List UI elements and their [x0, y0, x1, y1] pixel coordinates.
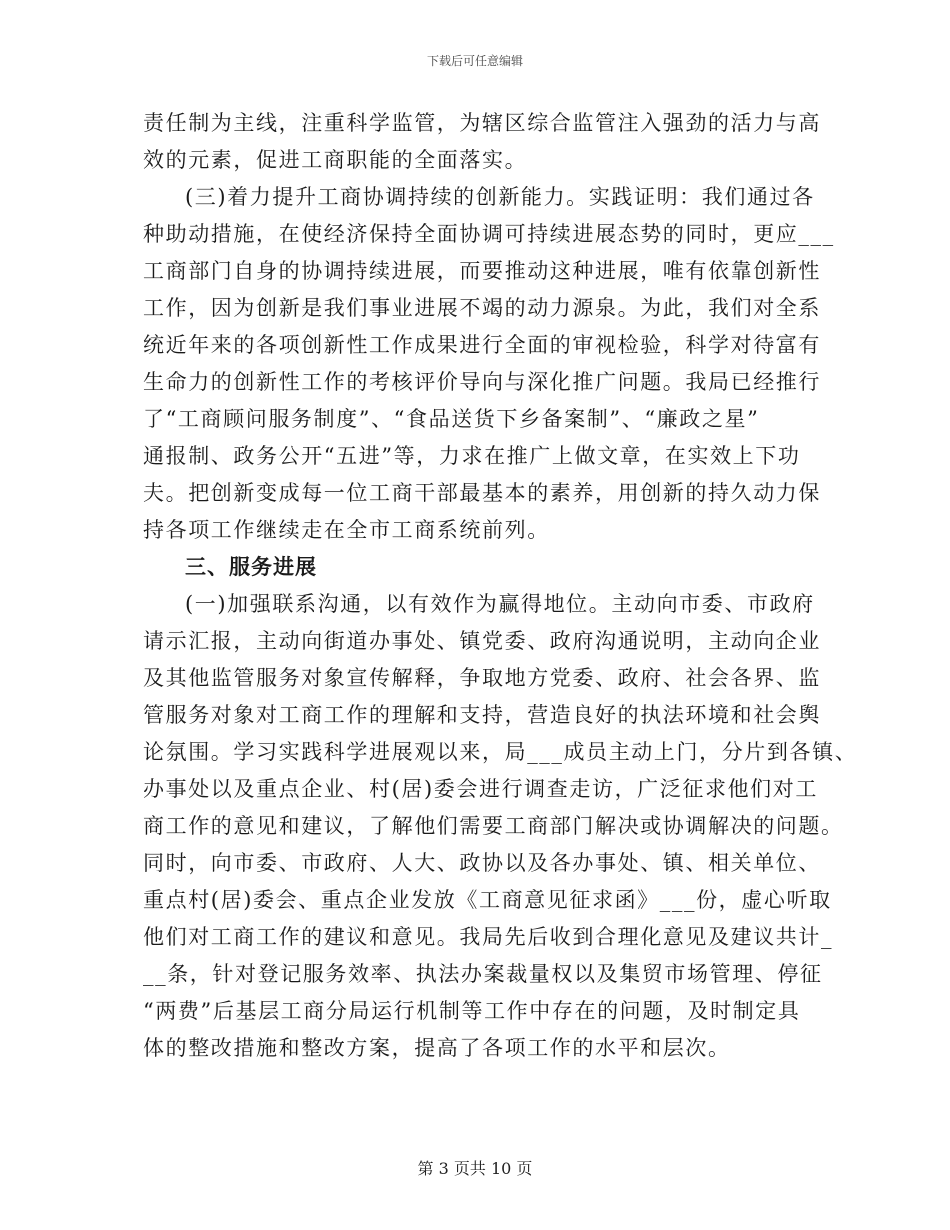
paragraph-start-line: (三)着力提升工商协调持续的创新能力。实践证明：我们通过各 [185, 185, 815, 209]
text-line: “两费”后基层工商分局运行机制等工作中存在的问题，及时制定具 [143, 999, 801, 1023]
text-line: 办事处以及重点企业、村(居)委会进行调查走访，广泛征求他们对工 [143, 777, 818, 801]
text-line: 他们对工商工作的建议和意见。我局先后收到合理化意见及建议共计_ [143, 925, 834, 949]
text-line: 体的整改措施和整改方案，提高了各项工作的水平和层次。 [143, 1036, 731, 1060]
text-line: 通报制、政务公开“五进”等，力求在推广上做文章，在实效上下功 [143, 444, 801, 468]
document-body [143, 105, 858, 1067]
text-line: 管服务对象对工商工作的理解和支持，营造良好的执法环境和社会舆 [143, 703, 821, 727]
text-line: 重点村(居)委会、重点企业发放《工商意见征求函》___份，虚心听取 [143, 888, 832, 912]
text-line: 商工作的意见和建议，了解他们需要工商部门解决或协调解决的问题。 [143, 814, 844, 838]
text-line: 请示汇报，主动向街道办事处、镇党委、政府沟通说明，主动向企业 [143, 629, 821, 653]
text-line: 责任制为主线，注重科学监管，为辖区综合监管注入强劲的活力与高 [143, 111, 821, 135]
text-line: 同时，向市委、市政府、人大、政协以及各办事处、镇、相关单位、 [143, 851, 821, 875]
text-line: 种助动措施，在使经济保持全面协调可持续进展态势的同时，更应___ [143, 222, 835, 246]
text-line: 及其他监管服务对象宣传解释，争取地方党委、政府、社会各界、监 [143, 666, 821, 690]
text-line: 生命力的创新性工作的考核评价导向与深化推广问题。我局已经推行 [143, 370, 821, 394]
text-line: 论氛围。学习实践科学进展观以来，局___成员主动上门，分片到各镇、 [143, 740, 858, 764]
paragraph-start-line: (一)加强联系沟通，以有效作为赢得地位。主动向市委、市政府 [185, 592, 815, 616]
page-header: 下载后可任意编辑 [426, 54, 523, 68]
text-line: 持各项工作继续走在全市工商系统前列。 [143, 518, 550, 542]
text-line: 统近年来的各项创新性工作成果进行全面的审视检验，科学对待富有 [143, 333, 821, 357]
section-heading: 三、服务进展 [185, 555, 317, 579]
text-line: 夫。把创新变成每一位工商干部最基本的素养，用创新的持久动力保 [143, 481, 821, 505]
page-number-footer: 第 3 页共 10 页 [417, 1159, 533, 1178]
text-line: 工商部门自身的协调持续进展，而要推动这种进展，唯有依靠创新性 [143, 259, 821, 283]
text-line: 效的元素，促进工商职能的全面落实。 [143, 148, 528, 172]
text-line: 了“工商顾问服务制度”、“食品送货下乡备案制”、“廉政之星” [143, 407, 760, 431]
text-line: __条，针对登记服务效率、执法办案裁量权以及集贸市场管理、停征 [143, 962, 823, 986]
text-line: 工作，因为创新是我们事业进展不竭的动力源泉。为此，我们对全系 [143, 296, 821, 320]
